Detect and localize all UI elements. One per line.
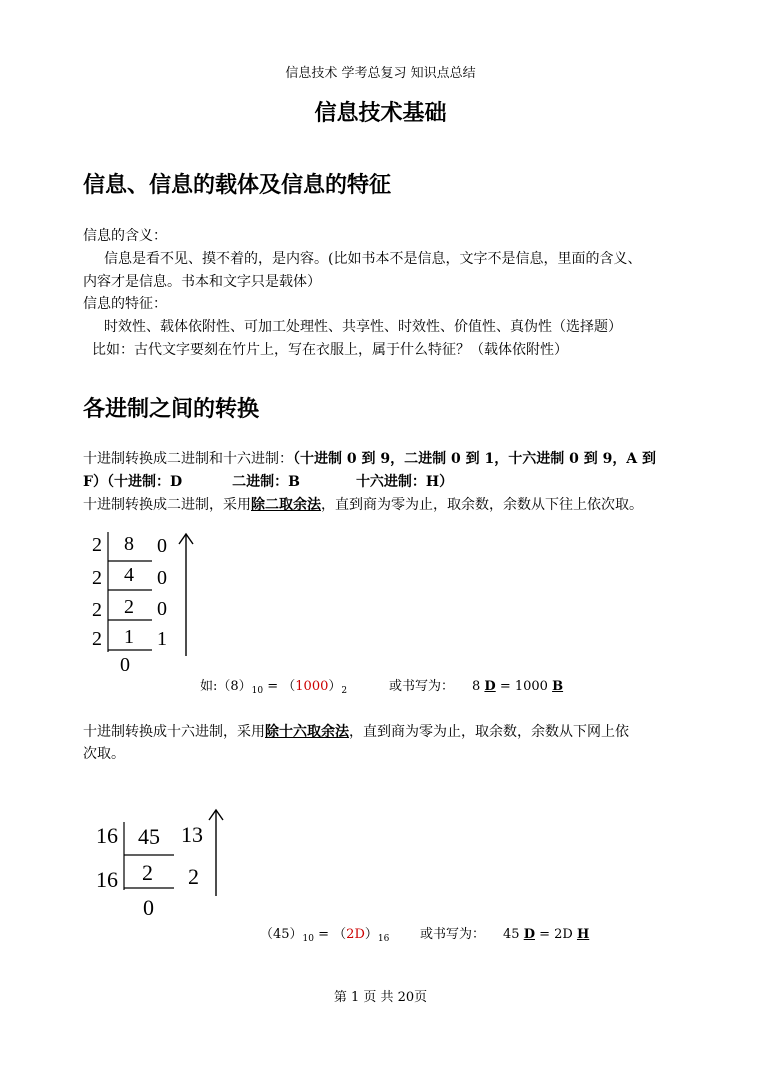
binary-divisor: 2 (92, 599, 102, 621)
hex-example-base-10: 10 (302, 934, 314, 944)
radix-intro-bold: （十进制 0 到 9，二进制 0 到 1，十六进制 0 到 9，A 到 (293, 451, 657, 467)
hex-method-prefix: 十进制转换成十六进制，采用 (83, 724, 265, 740)
binary-remainder: 0 (157, 567, 167, 589)
radix-intro-line-1 (83, 448, 656, 470)
hex-method-name: 除十六取余法 (265, 724, 349, 740)
feature-label: 信息的特征： (83, 296, 167, 312)
binary-example-lead: 如:（8） (200, 679, 252, 694)
hex-method-line-2: 次取。 (83, 746, 125, 762)
hex-quotient: 0 (143, 895, 154, 920)
binary-quotient: 2 (124, 596, 134, 618)
hex-alt-notation (420, 924, 589, 946)
hex-example-lead: （45） (260, 927, 303, 942)
feature-list: 时效性、载体依附性、可加工处理性、共享性、时效性、价值性、真伪性（选择题） (104, 319, 622, 335)
binary-quotient: 1 (124, 626, 134, 648)
radix-decimal-code: F）（十进制：D (83, 474, 183, 490)
binary-method-name: 除二取余法 (251, 497, 321, 513)
binary-alt-left: 8 (472, 679, 485, 694)
section2-heading: 各进制之间的转换 (83, 397, 260, 422)
binary-remainder: 1 (157, 628, 167, 650)
hex-alt-label: 或书写为： (420, 927, 486, 942)
binary-example (200, 676, 347, 702)
hex-method-line-1 (83, 721, 629, 743)
hex-method-suffix: ，直到商为零为止，取余数，余数从下网上依 (349, 724, 629, 740)
binary-quotient: 0 (120, 654, 130, 676)
binary-example-eq: = （ (263, 679, 296, 694)
binary-divisor: 2 (92, 628, 102, 650)
hex-example-close: ） (364, 927, 378, 942)
hex-alt-h: H (576, 927, 590, 942)
page-footer: 第 1 页 共 20页 (333, 990, 428, 1005)
binary-quotient: 4 (124, 564, 134, 586)
binary-alt-mid: = 1000 (495, 679, 553, 694)
hex-example-base-16: 16 (377, 934, 390, 944)
feature-example: 比如：古代文字要刻在竹片上，写在衣服上，属于什么特征？（载体依附性） (92, 342, 568, 358)
binary-example-close: ） (328, 679, 342, 694)
binary-divisor: 2 (92, 534, 102, 556)
hex-remainder: 13 (181, 822, 203, 847)
binary-alt-label: 或书写为： (389, 679, 455, 694)
radix-intro-prefix: 十进制转换成二进制和十六进制： (83, 451, 293, 467)
radix-intro-line-2 (83, 471, 453, 493)
binary-remainder: 0 (157, 535, 167, 557)
hex-alt-d: D (523, 927, 535, 942)
hex-divisor: 16 (96, 823, 118, 848)
hex-division-lines (90, 800, 240, 910)
binary-remainder: 0 (157, 598, 167, 620)
binary-alt-d: D (484, 679, 496, 694)
binary-alt-b: B (552, 679, 564, 694)
hex-alt-left: 45 (503, 927, 524, 942)
hex-example-eq: = （ (314, 927, 347, 942)
hex-quotient: 2 (142, 860, 153, 885)
meaning-label: 信息的含义： (83, 228, 167, 244)
binary-example-base-2: 2 (341, 686, 348, 696)
page-header: 信息技术 学考总复习 知识点总结 (285, 66, 476, 81)
binary-example-result: 1000 (295, 679, 329, 694)
binary-method-line (83, 494, 643, 516)
hex-divisor: 16 (96, 867, 118, 892)
radix-binary-code: 二进制：B (232, 474, 300, 490)
meaning-line-2: 内容才是信息。书本和文字只是载体） (83, 274, 321, 290)
binary-example-base-10: 10 (251, 686, 264, 696)
hex-example-result: 2D (346, 927, 365, 942)
hex-remainder: 2 (188, 864, 199, 889)
binary-alt-notation (389, 676, 563, 698)
binary-method-suffix: ，直到商为零为止，取余数，余数从下往上依次取。 (321, 497, 643, 513)
radix-hex-code: 十六进制：H） (355, 474, 454, 490)
page-title: 信息技术基础 (314, 101, 447, 126)
binary-quotient: 8 (124, 533, 134, 555)
binary-method-prefix: 十进制转换成二进制，采用 (83, 497, 251, 513)
section1-heading: 信息、信息的载体及信息的特征 (83, 173, 392, 198)
hex-quotient: 45 (138, 824, 160, 849)
hex-example (260, 924, 389, 950)
hex-alt-mid: = 2D (534, 927, 577, 942)
binary-divisor: 2 (92, 567, 102, 589)
meaning-line-1: 信息是看不见、摸不着的，是内容。(比如书本不是信息，文字不是信息，里面的含义、 (104, 251, 642, 267)
